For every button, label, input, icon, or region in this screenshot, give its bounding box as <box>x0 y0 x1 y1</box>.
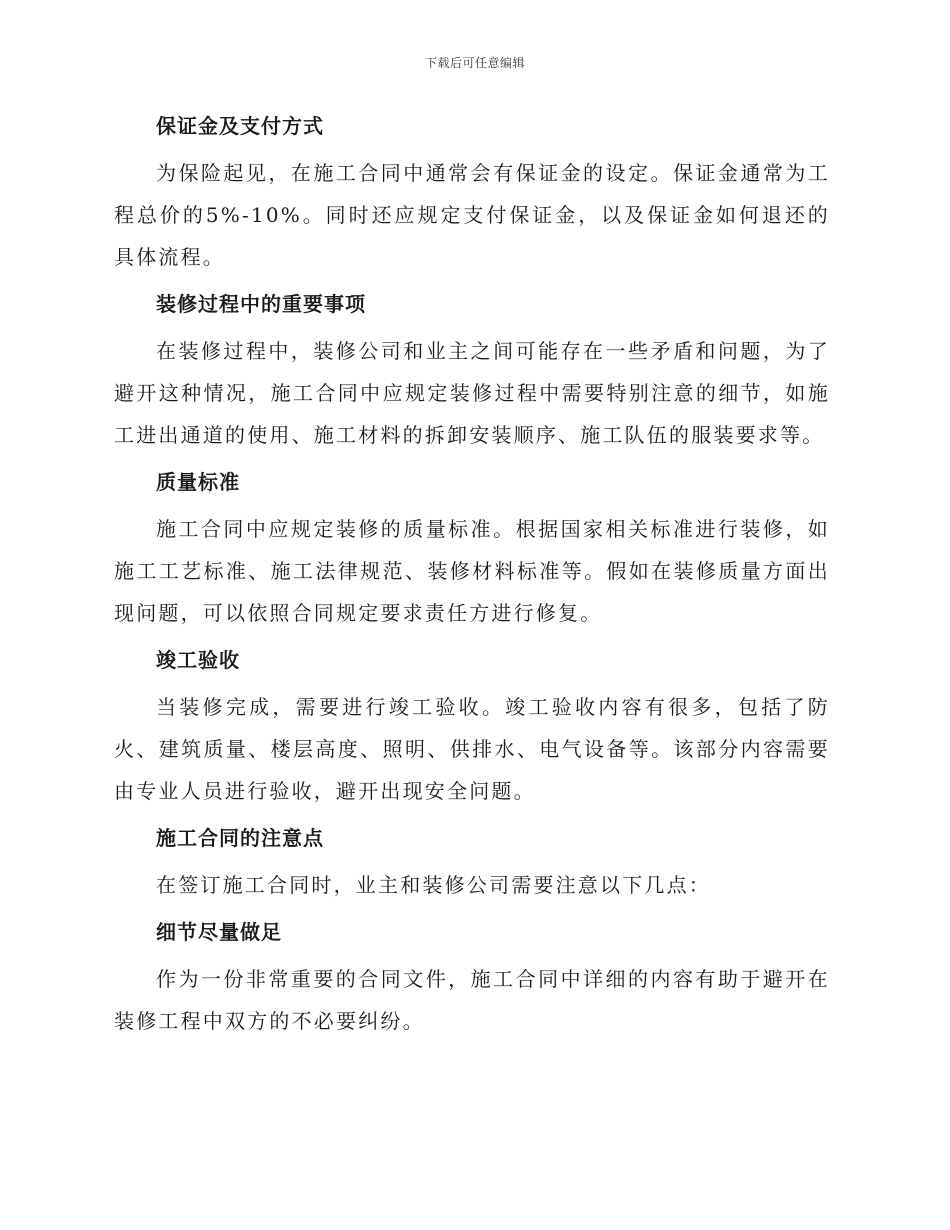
section-heading-details: 细节尽量做足 <box>156 920 282 944</box>
section-heading-deposit: 保证金及支付方式 <box>156 114 324 138</box>
section-paragraph-details: 作为一份非常重要的合同文件，施工合同中详细的内容有助于避开在装修工程中双方的不必要纠纷。 <box>114 967 830 1033</box>
section-heading-acceptance: 竣工验收 <box>156 648 240 672</box>
document-body <box>114 106 830 1048</box>
section-paragraph-acceptance: 当装修完成，需要进行竣工验收。竣工验收内容有很多，包括了防火、建筑质量、楼层高度、照明、供排水、电气设备等。该部分内容需要由专业人员进行验收，避开出现安全问题。 <box>114 695 830 803</box>
section-paragraph-contract-notes: 在签订施工合同时，业主和装修公司需要注意以下几点： <box>156 873 711 897</box>
section-paragraph-deposit: 为保险起见，在施工合同中通常会有保证金的设定。保证金通常为工程总价的5%-10%。同时还应规定支付保证金，以及保证金如何退还的具体流程。 <box>114 161 830 269</box>
section-heading-important-matters: 装修过程中的重要事项 <box>156 292 366 316</box>
section-paragraph-important-matters: 在装修过程中，装修公司和业主之间可能存在一些矛盾和问题，为了避开这种情况，施工合同中应规定装修过程中需要特别注意的细节，如施工进出通道的使用、施工材料的拆卸安装顺序、施工队伍的服装要求等。 <box>114 339 830 447</box>
section-heading-quality-standard: 质量标准 <box>156 470 240 494</box>
section-paragraph-quality-standard: 施工合同中应规定装修的质量标准。根据国家相关标准进行装修，如施工工艺标准、施工法律规范、装修材料标准等。假如在装修质量方面出现问题，可以依照合同规定要求责任方进行修复。 <box>114 517 830 625</box>
page-header: 下载后可任意编辑 <box>424 56 525 70</box>
section-heading-contract-notes: 施工合同的注意点 <box>156 826 324 850</box>
